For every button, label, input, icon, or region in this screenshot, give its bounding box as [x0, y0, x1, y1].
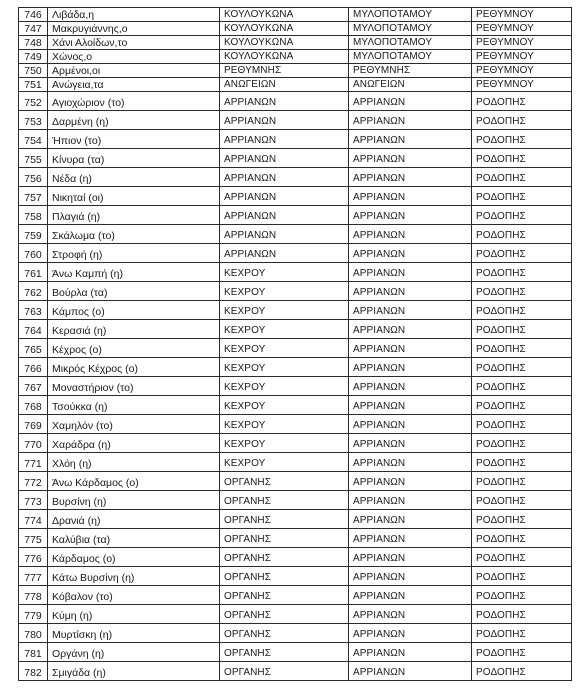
municipality-cell: ΑΡΡΙΑΝΩΝ	[349, 453, 472, 472]
settlement-name-cell: Στροφή (η)	[48, 244, 220, 263]
row-number-cell: 761	[19, 263, 48, 282]
municipality-cell: ΑΡΡΙΑΝΩΝ	[349, 320, 472, 339]
community-cell: ΑΡΡΙΑΝΩΝ	[220, 187, 349, 206]
prefecture-cell: ΡΟΔΟΠΗΣ	[472, 453, 572, 472]
table-row	[19, 453, 572, 472]
settlement-name-cell: Λιβάδα,η	[48, 8, 220, 22]
table-row	[19, 434, 572, 453]
community-cell: ΚΟΥΛΟΥΚΩΝΑ	[220, 36, 349, 50]
settlement-name-cell: Σμιγάδα (η)	[48, 662, 220, 681]
prefecture-cell: ΡΟΔΟΠΗΣ	[472, 187, 572, 206]
settlement-name-cell: Άνω Κάρδαμος (ο)	[48, 472, 220, 491]
settlement-name-cell: Τσούκκα (η)	[48, 396, 220, 415]
row-number-cell: 782	[19, 662, 48, 681]
prefecture-cell: ΡΕΘΥΜΝΟΥ	[472, 50, 572, 64]
settlement-name-cell: Κάμπος (ο)	[48, 301, 220, 320]
community-cell: ΟΡΓΑΝΗΣ	[220, 567, 349, 586]
municipality-cell: ΑΡΡΙΑΝΩΝ	[349, 301, 472, 320]
community-cell: ΟΡΓΑΝΗΣ	[220, 529, 349, 548]
table-row	[19, 225, 572, 244]
municipality-cell: ΡΕΘΥΜΝΗΣ	[349, 64, 472, 78]
prefecture-cell: ΡΟΔΟΠΗΣ	[472, 206, 572, 225]
table-row	[19, 149, 572, 168]
municipality-cell: ΑΡΡΙΑΝΩΝ	[349, 491, 472, 510]
row-number-cell: 760	[19, 244, 48, 263]
community-cell: ΚΕΧΡΟΥ	[220, 301, 349, 320]
row-number-cell: 749	[19, 50, 48, 64]
row-number-cell: 779	[19, 605, 48, 624]
community-cell: ΑΡΡΙΑΝΩΝ	[220, 206, 349, 225]
prefecture-cell: ΡΟΔΟΠΗΣ	[472, 491, 572, 510]
settlement-name-cell: Κόβαλον (το)	[48, 586, 220, 605]
municipality-cell: ΑΡΡΙΑΝΩΝ	[349, 472, 472, 491]
table-row	[19, 263, 572, 282]
prefecture-cell: ΡΟΔΟΠΗΣ	[472, 168, 572, 187]
prefecture-cell: ΡΟΔΟΠΗΣ	[472, 415, 572, 434]
municipality-cell: ΜΥΛΟΠΟΤΑΜΟΥ	[349, 8, 472, 22]
municipality-cell: ΑΡΡΙΑΝΩΝ	[349, 415, 472, 434]
municipality-cell: ΑΡΡΙΑΝΩΝ	[349, 434, 472, 453]
municipality-cell: ΑΡΡΙΑΝΩΝ	[349, 586, 472, 605]
community-cell: ΟΡΓΑΝΗΣ	[220, 510, 349, 529]
prefecture-cell: ΡΟΔΟΠΗΣ	[472, 339, 572, 358]
prefecture-cell: ΡΟΔΟΠΗΣ	[472, 263, 572, 282]
community-cell: ΚΕΧΡΟΥ	[220, 263, 349, 282]
table-row	[19, 567, 572, 586]
settlement-name-cell: Κίνυρα (τα)	[48, 149, 220, 168]
community-cell: ΚΕΧΡΟΥ	[220, 453, 349, 472]
row-number-cell: 757	[19, 187, 48, 206]
table-row	[19, 472, 572, 491]
settlement-name-cell: Κάτω Βυρσίνη (η)	[48, 567, 220, 586]
settlement-name-cell: Δρανιά (η)	[48, 510, 220, 529]
settlements-table	[18, 7, 572, 681]
settlement-name-cell: Πλαγιά (η)	[48, 206, 220, 225]
settlements-table-body	[19, 8, 572, 681]
row-number-cell: 758	[19, 206, 48, 225]
settlement-name-cell: Ανώγεια,τα	[48, 78, 220, 92]
row-number-cell: 748	[19, 36, 48, 50]
settlement-name-cell: Νέδα (η)	[48, 168, 220, 187]
settlement-name-cell: Μικρός Κέχρος (ο)	[48, 358, 220, 377]
settlement-name-cell: Χλόη (η)	[48, 453, 220, 472]
community-cell: ΟΡΓΑΝΗΣ	[220, 605, 349, 624]
prefecture-cell: ΡΟΔΟΠΗΣ	[472, 111, 572, 130]
prefecture-cell: ΡΟΔΟΠΗΣ	[472, 282, 572, 301]
prefecture-cell: ΡΕΘΥΜΝΟΥ	[472, 22, 572, 36]
prefecture-cell: ΡΟΔΟΠΗΣ	[472, 301, 572, 320]
settlement-name-cell: Αρμένοι,οι	[48, 64, 220, 78]
table-row	[19, 244, 572, 263]
row-number-cell: 776	[19, 548, 48, 567]
row-number-cell: 768	[19, 396, 48, 415]
table-row	[19, 168, 572, 187]
settlement-name-cell: Κύμη (η)	[48, 605, 220, 624]
row-number-cell: 746	[19, 8, 48, 22]
table-row	[19, 529, 572, 548]
settlement-name-cell: Μακρυγιάννης,ο	[48, 22, 220, 36]
row-number-cell: 756	[19, 168, 48, 187]
settlement-name-cell: Αγιοχώριον (το)	[48, 92, 220, 111]
prefecture-cell: ΡΟΔΟΠΗΣ	[472, 643, 572, 662]
row-number-cell: 751	[19, 78, 48, 92]
table-row	[19, 605, 572, 624]
community-cell: ΚΕΧΡΟΥ	[220, 377, 349, 396]
settlement-name-cell: Οργάνη (η)	[48, 643, 220, 662]
row-number-cell: 772	[19, 472, 48, 491]
municipality-cell: ΑΡΡΙΑΝΩΝ	[349, 149, 472, 168]
row-number-cell: 781	[19, 643, 48, 662]
table-row	[19, 78, 572, 92]
row-number-cell: 767	[19, 377, 48, 396]
community-cell: ΟΡΓΑΝΗΣ	[220, 472, 349, 491]
prefecture-cell: ΡΟΔΟΠΗΣ	[472, 472, 572, 491]
settlement-name-cell: Χάνι Αλοίδων,το	[48, 36, 220, 50]
municipality-cell: ΑΝΩΓΕΙΩΝ	[349, 78, 472, 92]
municipality-cell: ΑΡΡΙΑΝΩΝ	[349, 377, 472, 396]
prefecture-cell: ΡΟΔΟΠΗΣ	[472, 529, 572, 548]
community-cell: ΑΡΡΙΑΝΩΝ	[220, 111, 349, 130]
municipality-cell: ΑΡΡΙΑΝΩΝ	[349, 206, 472, 225]
row-number-cell: 763	[19, 301, 48, 320]
community-cell: ΟΡΓΑΝΗΣ	[220, 548, 349, 567]
table-row	[19, 36, 572, 50]
table-row	[19, 206, 572, 225]
table-row	[19, 396, 572, 415]
prefecture-cell: ΡΟΔΟΠΗΣ	[472, 358, 572, 377]
row-number-cell: 747	[19, 22, 48, 36]
row-number-cell: 759	[19, 225, 48, 244]
community-cell: ΑΡΡΙΑΝΩΝ	[220, 130, 349, 149]
prefecture-cell: ΡΟΔΟΠΗΣ	[472, 320, 572, 339]
prefecture-cell: ΡΟΔΟΠΗΣ	[472, 396, 572, 415]
community-cell: ΚΟΥΛΟΥΚΩΝΑ	[220, 50, 349, 64]
municipality-cell: ΑΡΡΙΑΝΩΝ	[349, 92, 472, 111]
prefecture-cell: ΡΟΔΟΠΗΣ	[472, 510, 572, 529]
community-cell: ΑΡΡΙΑΝΩΝ	[220, 244, 349, 263]
community-cell: ΚΕΧΡΟΥ	[220, 434, 349, 453]
prefecture-cell: ΡΕΘΥΜΝΟΥ	[472, 78, 572, 92]
table-row	[19, 377, 572, 396]
municipality-cell: ΑΡΡΙΑΝΩΝ	[349, 225, 472, 244]
row-number-cell: 755	[19, 149, 48, 168]
row-number-cell: 773	[19, 491, 48, 510]
row-number-cell: 777	[19, 567, 48, 586]
table-row	[19, 510, 572, 529]
table-row	[19, 50, 572, 64]
table-row	[19, 187, 572, 206]
prefecture-cell: ΡΕΘΥΜΝΟΥ	[472, 36, 572, 50]
municipality-cell: ΑΡΡΙΑΝΩΝ	[349, 643, 472, 662]
municipality-cell: ΑΡΡΙΑΝΩΝ	[349, 263, 472, 282]
prefecture-cell: ΡΟΔΟΠΗΣ	[472, 149, 572, 168]
community-cell: ΚΟΥΛΟΥΚΩΝΑ	[220, 22, 349, 36]
row-number-cell: 780	[19, 624, 48, 643]
table-row	[19, 586, 572, 605]
prefecture-cell: ΡΟΔΟΠΗΣ	[472, 605, 572, 624]
municipality-cell: ΑΡΡΙΑΝΩΝ	[349, 605, 472, 624]
municipality-cell: ΑΡΡΙΑΝΩΝ	[349, 111, 472, 130]
row-number-cell: 771	[19, 453, 48, 472]
table-row	[19, 22, 572, 36]
row-number-cell: 765	[19, 339, 48, 358]
table-row	[19, 358, 572, 377]
row-number-cell: 753	[19, 111, 48, 130]
municipality-cell: ΜΥΛΟΠΟΤΑΜΟΥ	[349, 50, 472, 64]
municipality-cell: ΑΡΡΙΑΝΩΝ	[349, 624, 472, 643]
table-row	[19, 643, 572, 662]
community-cell: ΑΡΡΙΑΝΩΝ	[220, 92, 349, 111]
table-row	[19, 92, 572, 111]
settlement-name-cell: Χαμηλόν (το)	[48, 415, 220, 434]
row-number-cell: 770	[19, 434, 48, 453]
community-cell: ΚΕΧΡΟΥ	[220, 358, 349, 377]
community-cell: ΚΕΧΡΟΥ	[220, 396, 349, 415]
settlement-name-cell: Βυρσίνη (η)	[48, 491, 220, 510]
prefecture-cell: ΡΟΔΟΠΗΣ	[472, 225, 572, 244]
municipality-cell: ΑΡΡΙΑΝΩΝ	[349, 510, 472, 529]
table-row	[19, 282, 572, 301]
community-cell: ΚΟΥΛΟΥΚΩΝΑ	[220, 8, 349, 22]
row-number-cell: 778	[19, 586, 48, 605]
table-row	[19, 130, 572, 149]
table-row	[19, 301, 572, 320]
prefecture-cell: ΡΟΔΟΠΗΣ	[472, 434, 572, 453]
community-cell: ΑΡΡΙΑΝΩΝ	[220, 225, 349, 244]
prefecture-cell: ΡΟΔΟΠΗΣ	[472, 567, 572, 586]
settlement-name-cell: Κερασιά (η)	[48, 320, 220, 339]
prefecture-cell: ΡΟΔΟΠΗΣ	[472, 377, 572, 396]
table-row	[19, 8, 572, 22]
settlement-name-cell: Μοναστήριον (το)	[48, 377, 220, 396]
municipality-cell: ΑΡΡΙΑΝΩΝ	[349, 339, 472, 358]
community-cell: ΟΡΓΑΝΗΣ	[220, 624, 349, 643]
community-cell: ΟΡΓΑΝΗΣ	[220, 586, 349, 605]
row-number-cell: 766	[19, 358, 48, 377]
row-number-cell: 764	[19, 320, 48, 339]
settlement-name-cell: Καλύβια (τα)	[48, 529, 220, 548]
settlement-name-cell: Σκάλωμα (το)	[48, 225, 220, 244]
community-cell: ΚΕΧΡΟΥ	[220, 339, 349, 358]
community-cell: ΚΕΧΡΟΥ	[220, 320, 349, 339]
prefecture-cell: ΡΟΔΟΠΗΣ	[472, 244, 572, 263]
municipality-cell: ΑΡΡΙΑΝΩΝ	[349, 187, 472, 206]
table-row	[19, 339, 572, 358]
table-row	[19, 624, 572, 643]
row-number-cell: 774	[19, 510, 48, 529]
table-row	[19, 662, 572, 681]
prefecture-cell: ΡΕΘΥΜΝΟΥ	[472, 8, 572, 22]
municipality-cell: ΑΡΡΙΑΝΩΝ	[349, 168, 472, 187]
table-row	[19, 320, 572, 339]
table-row	[19, 491, 572, 510]
settlement-name-cell: Άνω Καμπή (η)	[48, 263, 220, 282]
table-row	[19, 548, 572, 567]
municipality-cell: ΑΡΡΙΑΝΩΝ	[349, 244, 472, 263]
prefecture-cell: ΡΟΔΟΠΗΣ	[472, 586, 572, 605]
settlement-name-cell: Χώνος,ο	[48, 50, 220, 64]
settlement-name-cell: Βούρλα (τα)	[48, 282, 220, 301]
table-row	[19, 415, 572, 434]
row-number-cell: 750	[19, 64, 48, 78]
settlement-name-cell: Χαράδρα (η)	[48, 434, 220, 453]
prefecture-cell: ΡΟΔΟΠΗΣ	[472, 130, 572, 149]
municipality-cell: ΑΡΡΙΑΝΩΝ	[349, 529, 472, 548]
table-row	[19, 64, 572, 78]
community-cell: ΟΡΓΑΝΗΣ	[220, 662, 349, 681]
community-cell: ΟΡΓΑΝΗΣ	[220, 643, 349, 662]
municipality-cell: ΜΥΛΟΠΟΤΑΜΟΥ	[349, 22, 472, 36]
prefecture-cell: ΡΟΔΟΠΗΣ	[472, 662, 572, 681]
row-number-cell: 752	[19, 92, 48, 111]
prefecture-cell: ΡΟΔΟΠΗΣ	[472, 624, 572, 643]
municipality-cell: ΑΡΡΙΑΝΩΝ	[349, 396, 472, 415]
community-cell: ΚΕΧΡΟΥ	[220, 415, 349, 434]
table-row	[19, 111, 572, 130]
municipality-cell: ΑΡΡΙΑΝΩΝ	[349, 567, 472, 586]
settlement-name-cell: Νικηταί (οι)	[48, 187, 220, 206]
row-number-cell: 775	[19, 529, 48, 548]
municipality-cell: ΑΡΡΙΑΝΩΝ	[349, 130, 472, 149]
prefecture-cell: ΡΟΔΟΠΗΣ	[472, 548, 572, 567]
community-cell: ΚΕΧΡΟΥ	[220, 282, 349, 301]
municipality-cell: ΑΡΡΙΑΝΩΝ	[349, 662, 472, 681]
municipality-cell: ΑΡΡΙΑΝΩΝ	[349, 358, 472, 377]
settlement-name-cell: Δαρμένη (η)	[48, 111, 220, 130]
prefecture-cell: ΡΟΔΟΠΗΣ	[472, 92, 572, 111]
community-cell: ΑΡΡΙΑΝΩΝ	[220, 149, 349, 168]
community-cell: ΟΡΓΑΝΗΣ	[220, 491, 349, 510]
row-number-cell: 762	[19, 282, 48, 301]
municipality-cell: ΜΥΛΟΠΟΤΑΜΟΥ	[349, 36, 472, 50]
settlement-name-cell: Μυρτίσκη (η)	[48, 624, 220, 643]
community-cell: ΑΡΡΙΑΝΩΝ	[220, 168, 349, 187]
row-number-cell: 754	[19, 130, 48, 149]
community-cell: ΡΕΘΥΜΝΗΣ	[220, 64, 349, 78]
municipality-cell: ΑΡΡΙΑΝΩΝ	[349, 282, 472, 301]
prefecture-cell: ΡΕΘΥΜΝΟΥ	[472, 64, 572, 78]
settlement-name-cell: Κάρδαμος (ο)	[48, 548, 220, 567]
settlement-name-cell: Ήπιον (το)	[48, 130, 220, 149]
row-number-cell: 769	[19, 415, 48, 434]
community-cell: ΑΝΩΓΕΙΩΝ	[220, 78, 349, 92]
settlement-name-cell: Κέχρος (ο)	[48, 339, 220, 358]
municipality-cell: ΑΡΡΙΑΝΩΝ	[349, 548, 472, 567]
